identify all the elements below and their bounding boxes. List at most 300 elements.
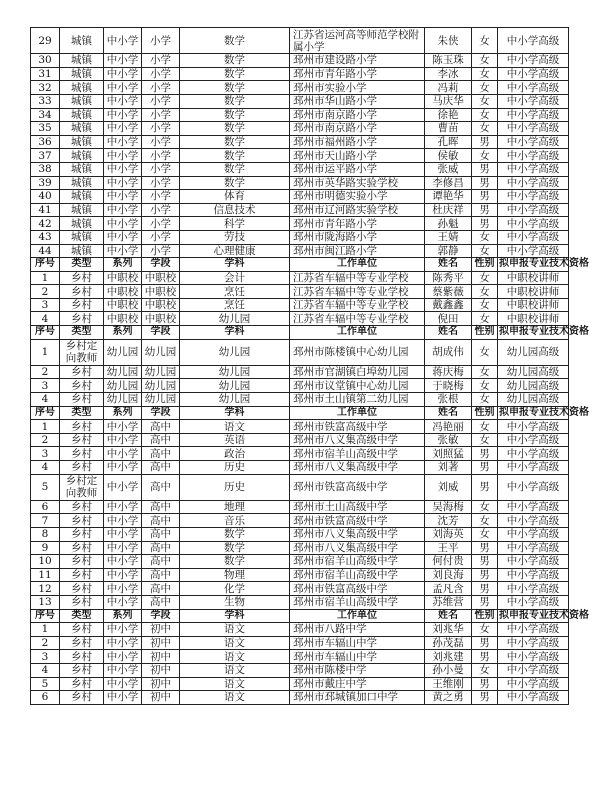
cell-qualification: 中小学高级 [498,474,569,500]
cell-seq: 44 [31,244,60,258]
cell-subject: 语文 [180,650,290,664]
cell-name: 张敏 [425,433,472,447]
cell-workplace: 邳州市南京路小学 [290,122,425,136]
cell-qualification: 中小学高级 [498,420,569,434]
cell-qualification: 中小学高级 [498,527,569,541]
table-row [31,217,569,231]
cell-stage: 小学 [142,190,180,204]
cell-qualification: 中小学高级 [498,176,569,190]
cell-name: 刘兆建 [425,650,472,664]
column-header-series: 系列 [104,609,142,623]
cell-type: 乡村 [60,691,104,705]
cell-gender: 女 [472,67,498,81]
cell-seq: 5 [31,677,60,691]
cell-subject: 物理 [180,568,290,582]
cell-workplace: 邳州市八义集高级中学 [290,433,425,447]
table-row [31,312,569,326]
column-header-name: 姓名 [425,258,472,272]
cell-name: 谭艳华 [425,190,472,204]
cell-series: 中小学 [104,568,142,582]
cell-seq: 12 [31,582,60,596]
table-row [31,541,569,555]
cell-stage: 小学 [142,149,180,163]
cell-seq: 4 [31,312,60,326]
cell-seq: 41 [31,203,60,217]
cell-workplace: 邳州市铁富高级中学 [290,514,425,528]
cell-workplace: 邳州市铁富高级中学 [290,420,425,434]
cell-name: 朱侠 [425,28,472,54]
cell-qualification: 中小学高级 [498,636,569,650]
cell-name: 张根 [425,393,472,407]
table-row [31,568,569,582]
cell-series: 中小学 [104,203,142,217]
cell-gender: 女 [472,28,498,54]
cell-seq: 9 [31,541,60,555]
cell-qualification: 中小学高级 [498,568,569,582]
cell-series: 中小学 [104,135,142,149]
cell-seq: 3 [31,650,60,664]
cell-name: 刘兆华 [425,623,472,637]
cell-qualification: 中职校讲师 [498,298,569,312]
cell-subject: 数学 [180,28,290,54]
column-header-gender: 性别 [472,609,498,623]
cell-subject: 语文 [180,636,290,650]
cell-name: 苏维营 [425,595,472,609]
cell-seq: 36 [31,135,60,149]
cell-name: 戴鑫鑫 [425,298,472,312]
cell-type: 城镇 [60,135,104,149]
cell-series: 中小学 [104,230,142,244]
column-header-series: 系列 [104,326,142,340]
cell-workplace: 邳州市车辐山中学 [290,636,425,650]
cell-qualification: 中小学高级 [498,691,569,705]
table-row [31,474,569,500]
cell-seq: 34 [31,108,60,122]
cell-stage: 幼儿园 [142,339,180,365]
cell-workplace: 邳州市八路中学 [290,623,425,637]
table-row [31,108,569,122]
cell-qualification: 中小学高级 [498,663,569,677]
cell-type: 乡村定向教师 [60,339,104,365]
column-header-gender: 性别 [472,258,498,272]
cell-gender: 女 [472,244,498,258]
cell-stage: 小学 [142,94,180,108]
cell-stage: 小学 [142,244,180,258]
cell-name: 孔晖 [425,135,472,149]
cell-series: 中小学 [104,176,142,190]
table-row [31,379,569,393]
table-row [31,623,569,637]
cell-type: 城镇 [60,67,104,81]
cell-type: 城镇 [60,217,104,231]
cell-subject: 科学 [180,217,290,231]
cell-stage: 小学 [142,108,180,122]
column-header-name: 姓名 [425,406,472,420]
cell-type: 乡村 [60,568,104,582]
column-header-stage: 学段 [142,406,180,420]
cell-series: 中小学 [104,595,142,609]
cell-stage: 高中 [142,514,180,528]
cell-gender: 女 [472,500,498,514]
cell-type: 乡村 [60,447,104,461]
cell-workplace: 邳州市土山高级中学 [290,500,425,514]
cell-type: 乡村 [60,514,104,528]
cell-gender: 男 [472,568,498,582]
cell-name: 冯艳丽 [425,420,472,434]
cell-seq: 29 [31,28,60,54]
cell-stage: 小学 [142,176,180,190]
cell-type: 乡村定向教师 [60,474,104,500]
cell-workplace: 邳州市华山路小学 [290,94,425,108]
cell-subject: 数学 [180,149,290,163]
cell-series: 中职校 [104,312,142,326]
cell-gender: 男 [472,217,498,231]
cell-stage: 高中 [142,555,180,569]
roster-table [30,27,589,705]
cell-type: 乡村 [60,420,104,434]
cell-subject: 政治 [180,447,290,461]
cell-stage: 小学 [142,28,180,54]
cell-type: 乡村 [60,582,104,596]
cell-subject: 信息技术 [180,203,290,217]
cell-stage: 高中 [142,433,180,447]
cell-seq: 1 [31,271,60,285]
cell-gender: 男 [472,135,498,149]
cell-subject: 数学 [180,94,290,108]
cell-name: 刘著 [425,461,472,475]
table-row [31,461,569,475]
cell-seq: 2 [31,433,60,447]
cell-subject: 会计 [180,271,290,285]
cell-stage: 初中 [142,650,180,664]
column-header-stage: 学段 [142,258,180,272]
cell-subject: 语文 [180,677,290,691]
cell-stage: 中职校 [142,312,180,326]
cell-gender: 男 [472,691,498,705]
cell-name: 马庆华 [425,94,472,108]
column-header-stage: 学段 [142,609,180,623]
cell-workplace: 邳州市八义集高级中学 [290,527,425,541]
cell-workplace: 邳州市建设路小学 [290,54,425,68]
cell-name: 于晓梅 [425,379,472,393]
cell-qualification: 中职校讲师 [498,285,569,299]
table-row [31,28,569,54]
column-header-subject: 学科 [180,258,290,272]
cell-series: 中小学 [104,217,142,231]
cell-workplace: 邳州市车辐山中学 [290,650,425,664]
cell-subject: 语文 [180,691,290,705]
cell-name: 李冰 [425,67,472,81]
column-header-workplace: 工作单位 [290,609,425,623]
cell-subject: 化学 [180,582,290,596]
cell-series: 中小学 [104,447,142,461]
cell-subject: 历史 [180,461,290,475]
cell-seq: 8 [31,527,60,541]
cell-series: 中小学 [104,527,142,541]
cell-qualification: 幼儿园高级 [498,365,569,379]
cell-stage: 高中 [142,447,180,461]
cell-qualification: 中小学高级 [498,541,569,555]
cell-subject: 幼儿园 [180,393,290,407]
cell-series: 幼儿园 [104,365,142,379]
cell-workplace: 邳州市陈楼中学 [290,663,425,677]
table-row [31,514,569,528]
cell-stage: 初中 [142,623,180,637]
table-row [31,190,569,204]
cell-name: 侯敏 [425,149,472,163]
cell-workplace: 邳州市陈楼镇中心幼儿园 [290,339,425,365]
column-header-gender: 性别 [472,406,498,420]
cell-subject: 劳技 [180,230,290,244]
cell-gender: 男 [472,636,498,650]
cell-qualification: 幼儿园高级 [498,393,569,407]
table-row [31,54,569,68]
cell-stage: 幼儿园 [142,379,180,393]
cell-seq: 30 [31,54,60,68]
cell-subject: 数学 [180,67,290,81]
cell-gender: 女 [472,365,498,379]
column-header-series: 系列 [104,258,142,272]
cell-gender: 男 [472,190,498,204]
cell-workplace: 邳州市福州路小学 [290,135,425,149]
cell-gender: 女 [472,149,498,163]
table-row [31,447,569,461]
column-header-series: 系列 [104,406,142,420]
cell-subject: 体育 [180,190,290,204]
cell-workplace: 邳州市八义集高级中学 [290,541,425,555]
cell-name: 王维刚 [425,677,472,691]
column-header-type: 类型 [60,609,104,623]
cell-type: 乡村 [60,595,104,609]
cell-stage: 小学 [142,122,180,136]
cell-subject: 音乐 [180,514,290,528]
cell-name: 张威 [425,162,472,176]
cell-workplace: 邳州市铁富高级中学 [290,582,425,596]
cell-name: 刘威 [425,474,472,500]
cell-gender: 女 [472,108,498,122]
cell-stage: 小学 [142,230,180,244]
cell-stage: 中职校 [142,298,180,312]
cell-seq: 1 [31,339,60,365]
table-row [31,244,569,258]
cell-series: 中小学 [104,514,142,528]
cell-subject: 幼儿园 [180,339,290,365]
cell-stage: 小学 [142,54,180,68]
cell-series: 中小学 [104,691,142,705]
table-row [31,230,569,244]
table-row [31,162,569,176]
cell-seq: 3 [31,447,60,461]
cell-subject: 数学 [180,541,290,555]
roster-sheet [30,27,589,705]
cell-type: 城镇 [60,230,104,244]
cell-workplace: 江苏省运河高等师范学校附属小学 [290,28,425,54]
cell-gender: 女 [472,663,498,677]
cell-series: 中小学 [104,500,142,514]
cell-name: 李修昌 [425,176,472,190]
cell-subject: 语文 [180,420,290,434]
cell-series: 中小学 [104,420,142,434]
cell-qualification: 中小学高级 [498,514,569,528]
cell-type: 乡村 [60,541,104,555]
cell-qualification: 中小学高级 [498,217,569,231]
cell-gender: 男 [472,203,498,217]
cell-series: 中小学 [104,663,142,677]
cell-workplace: 邳州市宿羊山高级中学 [290,447,425,461]
table-row [31,365,569,379]
cell-name: 陈玉珠 [425,54,472,68]
cell-series: 中小学 [104,555,142,569]
cell-series: 幼儿园 [104,379,142,393]
cell-stage: 初中 [142,663,180,677]
cell-gender: 女 [472,312,498,326]
table-header-row [31,406,569,420]
cell-name: 刘海英 [425,527,472,541]
cell-type: 城镇 [60,162,104,176]
cell-gender: 女 [472,527,498,541]
cell-qualification: 中小学高级 [498,135,569,149]
cell-name: 蒋庆梅 [425,365,472,379]
cell-workplace: 邳州市官湖镇白埠幼儿园 [290,365,425,379]
cell-stage: 高中 [142,420,180,434]
cell-type: 城镇 [60,122,104,136]
cell-type: 城镇 [60,149,104,163]
cell-name: 孙小曼 [425,663,472,677]
cell-stage: 高中 [142,500,180,514]
cell-subject: 数学 [180,527,290,541]
cell-gender: 女 [472,393,498,407]
table-row [31,691,569,705]
cell-gender: 女 [472,339,498,365]
cell-series: 中小学 [104,461,142,475]
cell-qualification: 中小学高级 [498,149,569,163]
cell-seq: 13 [31,595,60,609]
cell-gender: 女 [472,81,498,95]
cell-subject: 幼儿园 [180,365,290,379]
cell-seq: 7 [31,514,60,528]
cell-stage: 小学 [142,135,180,149]
cell-subject: 烹饪 [180,285,290,299]
cell-gender: 男 [472,555,498,569]
cell-type: 乡村 [60,379,104,393]
cell-seq: 38 [31,162,60,176]
column-header-seq: 序号 [31,258,60,272]
cell-series: 中小学 [104,541,142,555]
cell-qualification: 中小学高级 [498,203,569,217]
column-header-qualification: 拟申报专业技术资格 [499,406,589,418]
cell-seq: 6 [31,500,60,514]
cell-name: 刘良海 [425,568,472,582]
table-row [31,285,569,299]
table-row [31,135,569,149]
cell-series: 中小学 [104,28,142,54]
cell-qualification: 中小学高级 [498,433,569,447]
cell-seq: 31 [31,67,60,81]
cell-type: 城镇 [60,108,104,122]
table-row [31,420,569,434]
cell-series: 中小学 [104,190,142,204]
cell-seq: 32 [31,81,60,95]
cell-stage: 小学 [142,162,180,176]
cell-type: 乡村 [60,271,104,285]
table-row [31,595,569,609]
cell-gender: 女 [472,94,498,108]
cell-qualification: 中小学高级 [498,108,569,122]
column-header-workplace: 工作单位 [290,326,425,340]
cell-seq: 40 [31,190,60,204]
cell-stage: 高中 [142,461,180,475]
cell-series: 中小学 [104,582,142,596]
cell-seq: 37 [31,149,60,163]
column-header-gender: 性别 [472,326,498,340]
cell-series: 中小学 [104,474,142,500]
table-row [31,636,569,650]
cell-stage: 高中 [142,582,180,596]
cell-qualification: 中小学高级 [498,190,569,204]
cell-name: 沈芳 [425,514,472,528]
cell-seq: 4 [31,393,60,407]
cell-type: 城镇 [60,54,104,68]
cell-gender: 女 [472,54,498,68]
cell-gender: 男 [472,447,498,461]
cell-subject: 语文 [180,623,290,637]
cell-gender: 女 [472,285,498,299]
cell-gender: 女 [472,379,498,393]
cell-stage: 高中 [142,541,180,555]
cell-seq: 4 [31,461,60,475]
cell-seq: 2 [31,636,60,650]
cell-gender: 女 [472,623,498,637]
cell-subject: 幼儿园 [180,312,290,326]
column-header-name: 姓名 [425,326,472,340]
cell-stage: 小学 [142,203,180,217]
cell-gender: 男 [472,582,498,596]
cell-workplace: 邳州市运平路小学 [290,162,425,176]
cell-gender: 男 [472,162,498,176]
cell-subject: 数学 [180,122,290,136]
cell-workplace: 邳州市青年路小学 [290,217,425,231]
column-header-workplace: 工作单位 [290,258,425,272]
cell-gender: 男 [472,541,498,555]
cell-workplace: 邳州市议堂镇中心幼儿园 [290,379,425,393]
column-header-type: 类型 [60,258,104,272]
cell-qualification: 中小学高级 [498,500,569,514]
cell-workplace: 邳州市八义集高级中学 [290,461,425,475]
cell-gender: 男 [472,176,498,190]
cell-gender: 女 [472,271,498,285]
cell-seq: 43 [31,230,60,244]
cell-type: 乡村 [60,433,104,447]
cell-seq: 39 [31,176,60,190]
cell-workplace: 江苏省车辐中等专业学校 [290,312,425,326]
cell-qualification: 中小学高级 [498,650,569,664]
cell-series: 中小学 [104,623,142,637]
cell-seq: 5 [31,474,60,500]
cell-gender: 女 [472,230,498,244]
cell-type: 乡村 [60,623,104,637]
cell-name: 陈秀平 [425,271,472,285]
cell-qualification: 中小学高级 [498,582,569,596]
column-header-seq: 序号 [31,326,60,340]
table-row [31,81,569,95]
cell-stage: 小学 [142,67,180,81]
cell-type: 乡村 [60,365,104,379]
cell-qualification: 中小学高级 [498,555,569,569]
cell-name: 徐艳 [425,108,472,122]
cell-name: 何付贵 [425,555,472,569]
cell-subject: 英语 [180,433,290,447]
cell-series: 幼儿园 [104,339,142,365]
